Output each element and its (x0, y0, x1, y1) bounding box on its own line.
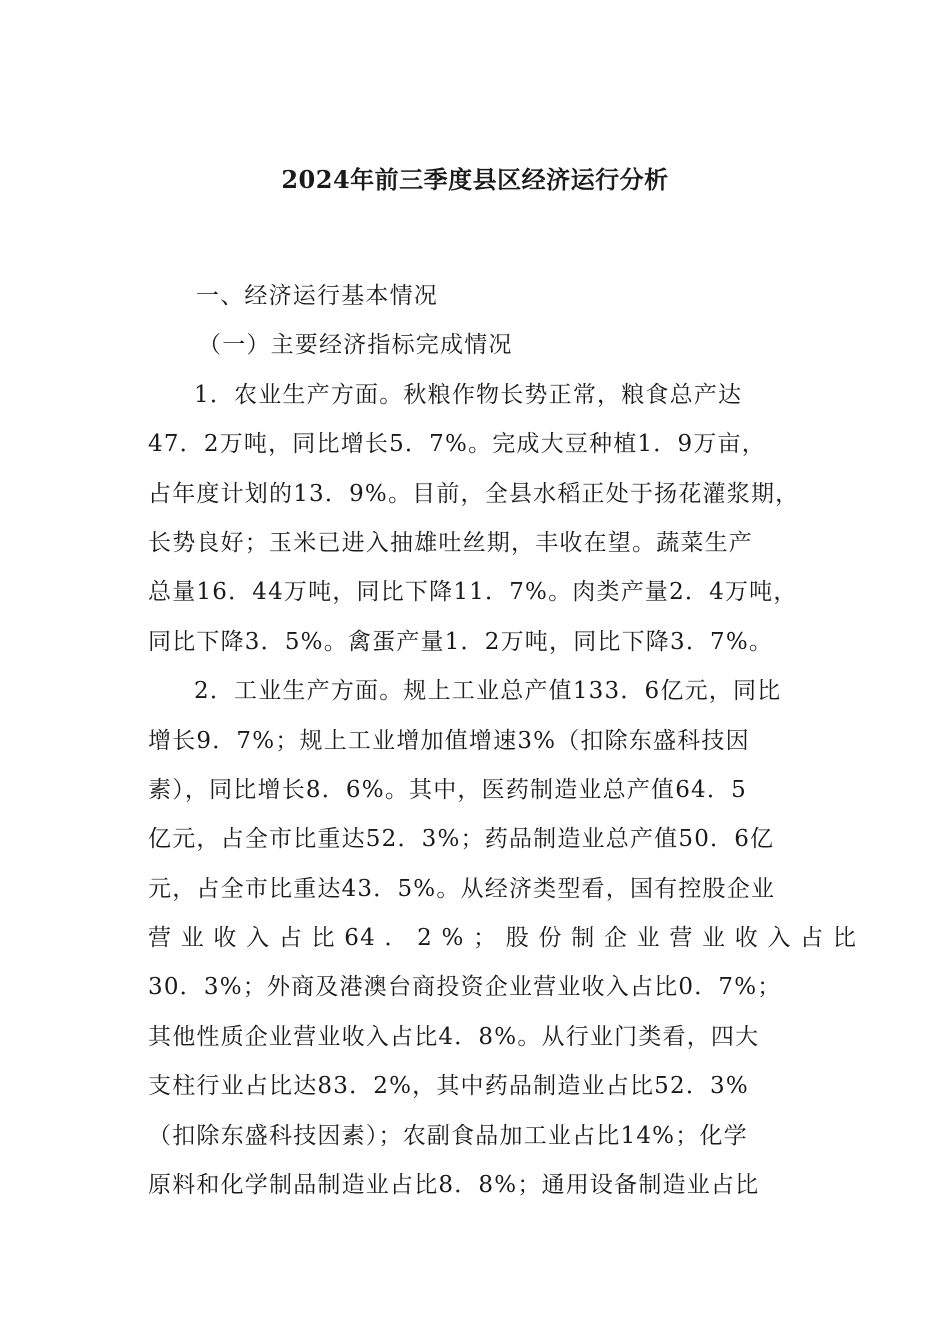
paragraph-line: 增长9．7%；规上工业增加值增速3%（扣除东盛科技因 (148, 727, 750, 754)
document-body (148, 272, 858, 1210)
paragraph-line: 总量16．44万吨，同比下降11．7%。肉类产量2．4万吨， (148, 579, 798, 606)
paragraph-line: 元，占全市比重达43．5%。从经济类型看，国有控股企业 (148, 875, 776, 902)
paragraph-line: 营 业 收 入 占 比 64 ． 2 % ； 股 份 制 企 业 营 业 收 入 占 比 (148, 925, 858, 952)
paragraph-line: 亿元，占全市比重达52．3%；药品制造业总产值50．6亿 (148, 826, 775, 853)
paragraph-line: 支柱行业占比达83．2%，其中药品制造业占比52．3% (148, 1073, 749, 1100)
paragraph-line: 原料和化学制品制造业占比8．8%；通用设备制造业占比 (148, 1172, 760, 1199)
paragraph-line: 素），同比增长8．6%。其中，医药制造业总产值64．5 (148, 776, 747, 803)
document-title: 2024年前三季度县区经济运行分析 (281, 165, 669, 194)
paragraph-line: （扣除东盛科技因素）；农副食品加工业占比14%；化学 (148, 1122, 748, 1149)
paragraph-line: 47．2万吨，同比增长5．7%。完成大豆种植1．9万亩， (148, 431, 766, 458)
paragraph-line: 1．农业生产方面。秋粮作物长势正常，粮食总产达 (194, 381, 743, 408)
paragraph-line: 长势良好；玉米已进入抽雄吐丝期，丰收在望。蔬菜生产 (148, 529, 753, 556)
paragraph-line: 占年度计划的13．9%。目前，全县水稻正处于扬花灌浆期， (148, 480, 800, 507)
subsection-heading: （一）主要经济指标完成情况 (198, 332, 513, 359)
paragraph-line: 2．工业生产方面。规上工业总产值133．6亿元，同比 (194, 678, 782, 705)
paragraph-line: 其他性质企业营业收入占比4．8%。从行业门类看，四大 (148, 1023, 760, 1050)
section-heading: 一、经济运行基本情况 (196, 283, 438, 309)
paragraph-line: 同比下降3．5%。禽蛋产量1．2万吨，同比下降3．7%。 (148, 628, 774, 655)
paragraph-line: 30．3%；外商及港澳台商投资企业营业收入占比0．7%； (148, 974, 782, 1001)
